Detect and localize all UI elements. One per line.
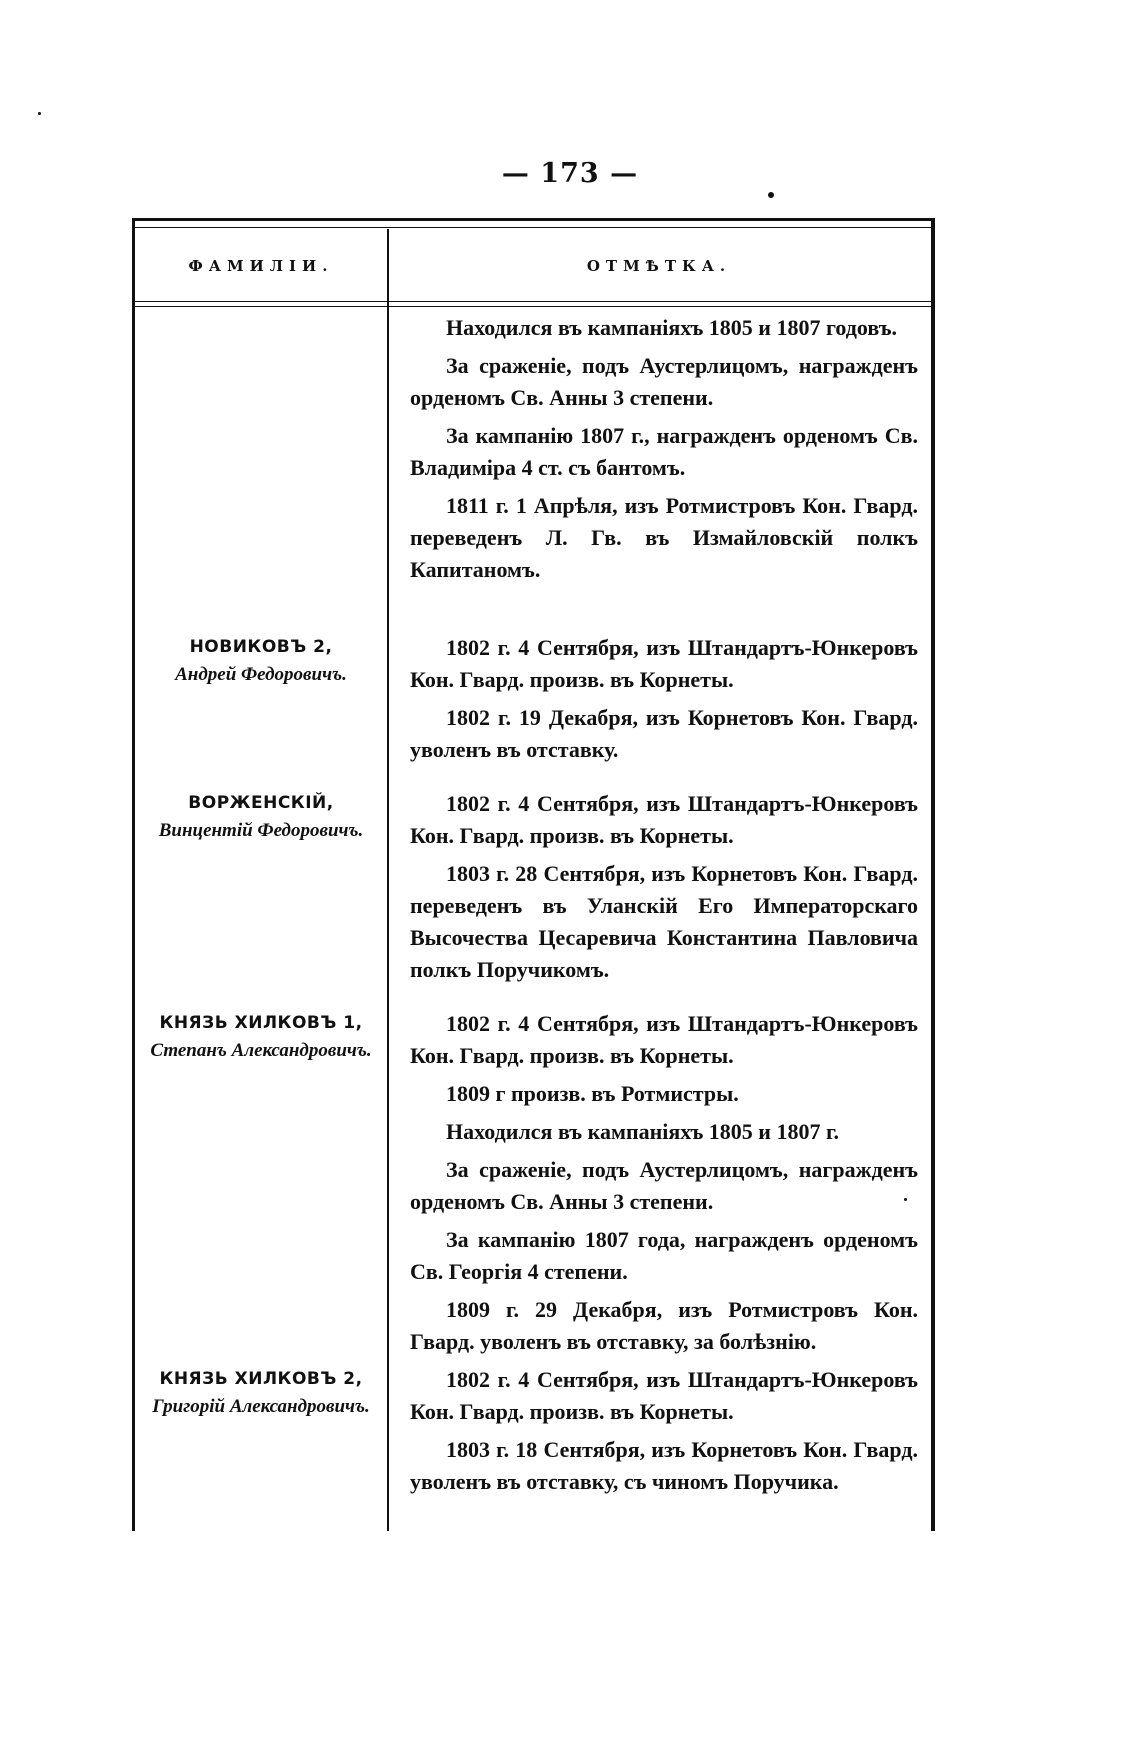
entry-notes xyxy=(410,1008,918,1364)
note-text: За кампанію 1807 г., награжденъ орденомъ Св. Владиміра 4 ст. съ бантомъ. xyxy=(410,423,918,480)
note-text: 1809 г произв. въ Ротмистры. xyxy=(446,1081,739,1106)
note-text: За сраженіе, подъ Аустерлицомъ, награжденъ орденомъ Св. Анны 3 степени. xyxy=(410,353,918,410)
surname: НОВИКОВЪ 2, xyxy=(189,637,333,657)
header-surnames: ФАМИЛІИ. xyxy=(188,257,334,275)
note-text: 1802 г. 4 Сентября, изъ Штандартъ-Юнкеровъ Кон. Гвард. произв. въ Корнеты. xyxy=(410,791,918,848)
header-notes: ОТМѢТКА. xyxy=(586,257,732,275)
person-name xyxy=(132,788,390,844)
entry-notes xyxy=(410,1364,918,1504)
column-divider xyxy=(387,229,389,1531)
print-speck xyxy=(38,112,41,115)
person-name xyxy=(132,632,390,688)
surname: КНЯЗЬ ХИЛКОВЪ 2, xyxy=(159,1369,363,1389)
note-text: За сраженіе, подъ Аустерлицомъ, награжденъ орденомъ Св. Анны 3 степени. xyxy=(410,1157,918,1214)
entry-notes xyxy=(410,788,918,992)
note-text: Находился въ кампаніяхъ 1805 и 1807 г. xyxy=(446,1119,839,1144)
note-text: 1802 г. 4 Сентября, изъ Штандартъ-Юнкеровъ Кон. Гвард. произв. въ Корнеты. xyxy=(410,1367,918,1424)
entry-notes xyxy=(410,632,918,772)
note-text: 1803 г. 28 Сентября, изъ Корнетовъ Кон. Гвард. переведенъ въ Уланскій Его Императорскаго Высочества Цесаревича Константина Павловича полкъ Поручикомъ. xyxy=(410,861,918,982)
note-text: 1802 г. 4 Сентября, изъ Штандартъ-Юнкеровъ Кон. Гвард. произв. въ Корнеты. xyxy=(410,1011,918,1068)
surname: КНЯЗЬ ХИЛКОВЪ 1, xyxy=(159,1013,363,1033)
given-name: Винцентій Федоровичъ. xyxy=(158,820,364,841)
person-name xyxy=(132,1364,390,1420)
surname: ВОРЖЕНСКІЙ, xyxy=(188,793,334,813)
note-text: Находился въ кампаніяхъ 1805 и 1807 годовъ. xyxy=(446,315,898,340)
note-text: 1803 г. 18 Сентября, изъ Корнетовъ Кон. Гвард. уволенъ въ отставку, съ чиномъ Поручика. xyxy=(410,1437,918,1494)
person-name xyxy=(132,1008,390,1064)
note-text: 1802 г. 19 Декабря, изъ Корнетовъ Кон. Гвард. уволенъ въ отставку. xyxy=(410,705,918,762)
given-name: Андрей Федоровичъ. xyxy=(175,664,347,685)
note-text: 1811 г. 1 Апрѣля, изъ Ротмистровъ Кон. Гвард. переведенъ Л. Гв. въ Измайловскій полкъ Капитаномъ. xyxy=(410,493,918,582)
note-text: 1802 г. 4 Сентября, изъ Штандартъ-Юнкеровъ Кон. Гвард. произв. въ Корнеты. xyxy=(410,635,918,692)
note-text: За кампанію 1807 года, награжденъ орденомъ Св. Георгія 4 степени. xyxy=(410,1227,918,1284)
table-header-row xyxy=(135,229,931,302)
entry-notes xyxy=(410,312,918,592)
note-text: 1809 г. 29 Декабря, изъ Ротмистровъ Кон. Гвард. уволенъ въ отставку, за болѣзнію. xyxy=(410,1297,918,1354)
page-number: — 173 — xyxy=(501,158,639,189)
given-name: Григорій Александровичъ. xyxy=(152,1396,370,1417)
print-speck xyxy=(768,192,774,198)
given-name: Степанъ Александровичъ. xyxy=(150,1040,372,1061)
